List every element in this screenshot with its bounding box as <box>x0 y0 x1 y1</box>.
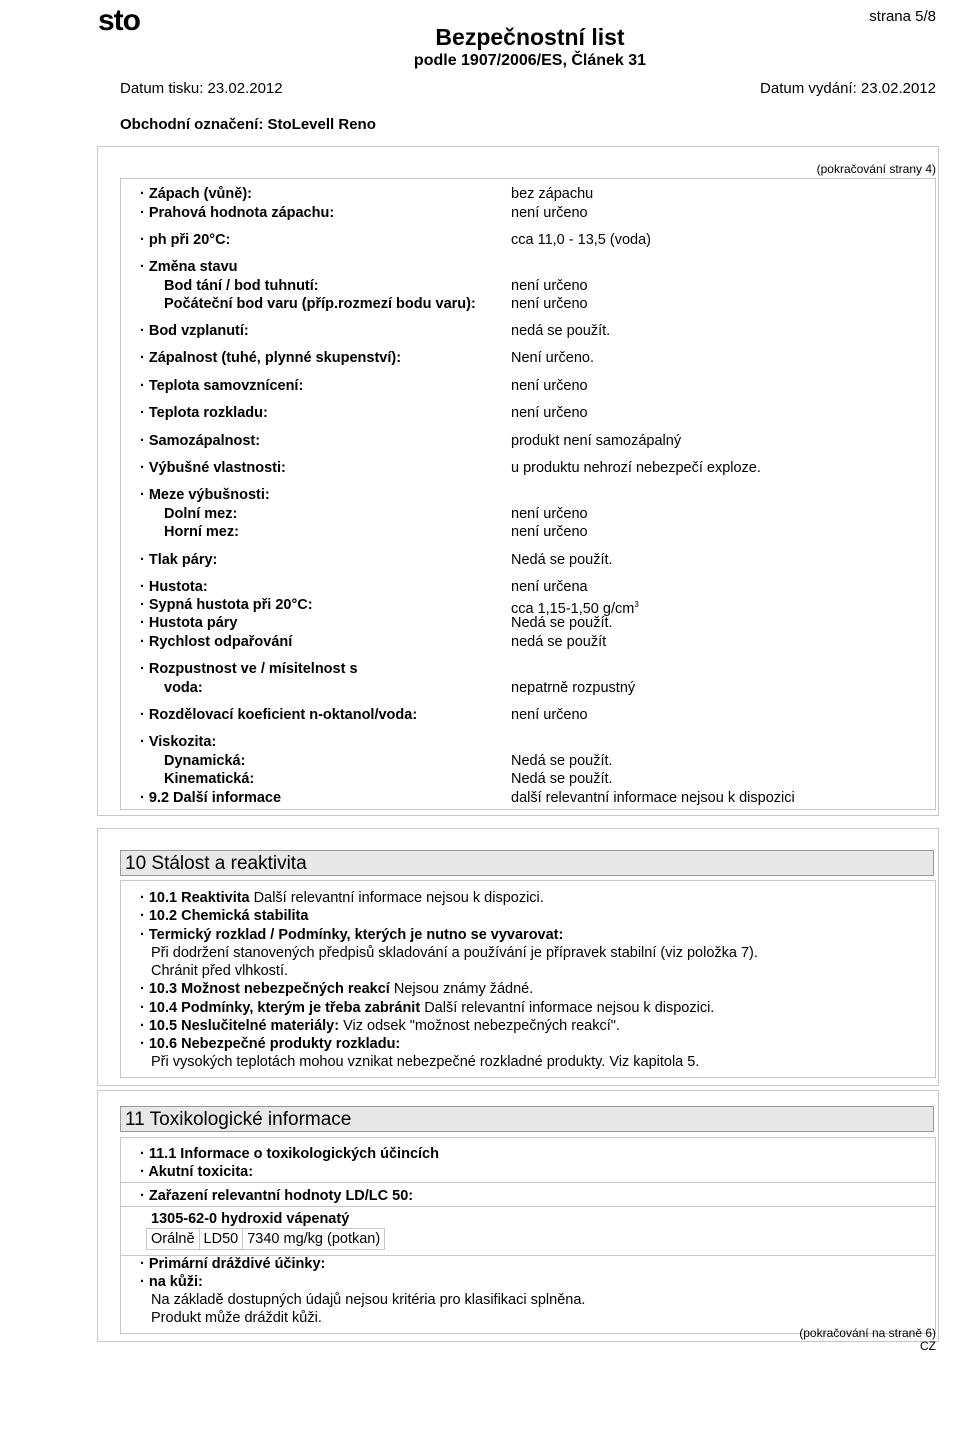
reactivity-line <box>140 889 544 907</box>
decomposition-label: · Teplota rozkladu: <box>140 405 268 421</box>
flash-point-label: · Bod vzplanutí: <box>140 323 249 339</box>
explosive-label: · Výbušné vlastnosti: <box>140 460 286 476</box>
kinematic-value: Nedá se použít. <box>511 771 613 787</box>
other-info-label: · 9.2 Další informace <box>140 790 282 806</box>
viscosity-label: · Viskozita: <box>140 734 217 750</box>
section-11-heading: 11 Toxikologické informace <box>120 1106 934 1132</box>
water-value: nepatrně rozpustný <box>511 680 636 696</box>
skin-text-1: Na základě dostupných údajů nejsou kritéria pro klasifikaci splněna. <box>151 1292 586 1308</box>
acute-toxicity-label: · Akutní toxicita: <box>140 1164 254 1180</box>
solubility-label: · Rozpustnost ve / mísitelnost s <box>140 661 358 677</box>
hazardous-reactions-text: Nejsou známy žádné. <box>389 981 534 997</box>
lower-limit-value: není určeno <box>511 506 588 522</box>
document-title: Bezpečnostní list <box>435 24 625 50</box>
issue-date: Datum vydání: 23.02.2012 <box>760 80 936 97</box>
continuation-note-top: (pokračování strany 4) <box>816 162 936 176</box>
evaporation-label: · Rychlost odpařování <box>140 634 293 650</box>
bulk-density-unit-sup: 3 <box>634 600 639 609</box>
dynamic-label: Dynamická: <box>164 753 246 769</box>
melting-point-label: Bod tání / bod tuhnutí: <box>164 278 319 294</box>
tox-table <box>146 1228 385 1250</box>
state-change-label: · Změna stavu <box>140 259 238 275</box>
upper-limit-label: Horní mez: <box>164 524 239 540</box>
tox-route: Orálně <box>147 1229 200 1249</box>
vapor-pressure-value: Nedá se použít. <box>511 552 613 568</box>
density-label: · Hustota: <box>140 579 208 595</box>
incompatible-line <box>140 1017 620 1035</box>
section-10-heading: 10 Stálost a reaktivita <box>120 850 934 876</box>
reactivity-label: · 10.1 Reaktivita <box>140 890 250 906</box>
odor-threshold-value: není určeno <box>511 205 588 221</box>
conditions-avoid-line <box>140 999 714 1017</box>
tox-value: 7340 mg/kg (potkan) <box>247 1231 381 1247</box>
lower-limit-label: Dolní mez: <box>164 506 238 522</box>
moisture-text: Chránit před vlhkostí. <box>151 963 289 979</box>
odor-threshold-label: · Prahová hodnota zápachu: <box>140 205 335 221</box>
bulk-density-text: cca 1,15-1,50 g/cm <box>511 600 635 617</box>
self-ignition-value: produkt není samozápalný <box>511 433 682 449</box>
ph-label: · ph při 20°C: <box>140 232 231 248</box>
page-number: strana 5/8 <box>869 8 936 25</box>
stability-label: · 10.2 Chemická stabilita <box>140 908 309 924</box>
explosive-value: u produktu nehrozí nebezpečí exploze. <box>511 460 761 476</box>
odor-value: bez zápachu <box>511 186 594 202</box>
continuation-note-bottom: (pokračování na straně 6) <box>799 1326 936 1340</box>
flammability-label: · Zápalnost (tuhé, plynné skupenství): <box>140 350 402 366</box>
reactivity-text: Další relevantní informace nejsou k dispozici. <box>249 890 544 906</box>
vapor-density-label: · Hustota páry <box>140 615 238 631</box>
odor-label: · Zápach (vůně): <box>140 186 252 202</box>
density-value: není určena <box>511 579 588 595</box>
thermal-decomp-label: · Termický rozklad / Podmínky, kterých je nutno se vyvarovat: <box>140 927 564 943</box>
partition-value: není určeno <box>511 707 588 723</box>
evaporation-value: nedá se použít <box>511 634 607 650</box>
document-subtitle: podle 1907/2006/ES, Článek 31 <box>413 52 647 69</box>
print-date: Datum tisku: 23.02.2012 <box>120 80 283 97</box>
incompatible-text: Viz odsek "možnost nebezpečných reakcí". <box>339 1018 620 1034</box>
decomposition-value: není určeno <box>511 405 588 421</box>
kinematic-label: Kinematická: <box>164 771 255 787</box>
thermal-decomp-text: Při dodržení stanovených předpisů skladování a používání je přípravek stabilní (viz položka 7). <box>151 945 758 961</box>
substance-name: 1305-62-0 hydroxid vápenatý <box>151 1211 350 1227</box>
irritant-label: · Primární dráždivé účinky: <box>140 1256 326 1272</box>
other-info-value: další relevantní informace nejsou k dispozici <box>511 790 795 806</box>
explosion-limits-label: · Meze výbušnosti: <box>140 487 270 503</box>
partition-label: · Rozdělovací koeficient n-oktanol/voda: <box>140 707 418 723</box>
decomp-products-text: Při vysokých teplotách mohou vznikat nebezpečné rozkladné produkty. Viz kapitola 5. <box>151 1054 700 1070</box>
self-ignition-label: · Samozápalnost: <box>140 433 261 449</box>
language-code: CZ <box>920 1339 936 1353</box>
bulk-density-label: · Sypná hustota při 20°C: <box>140 597 313 613</box>
conditions-avoid-label: · 10.4 Podmínky, kterým je třeba zabránit <box>140 1000 421 1016</box>
tox-type: LD50 <box>200 1229 244 1249</box>
decomp-products-label: · 10.6 Nebezpečné produkty rozkladu: <box>140 1036 401 1052</box>
trade-name: Obchodní označení: StoLevell Reno <box>120 116 376 133</box>
flash-point-value: nedá se použít. <box>511 323 611 339</box>
boiling-point-label: Počáteční bod varu (příp.rozmezí bodu varu): <box>164 296 476 312</box>
skin-label: · na kůži: <box>140 1274 203 1290</box>
ld-lc-label: · Zařazení relevantní hodnoty LD/LC 50: <box>140 1188 414 1204</box>
tox-effects-label: · 11.1 Informace o toxikologických účincích <box>140 1146 439 1162</box>
hazardous-reactions-label: · 10.3 Možnost nebezpečných reakcí <box>140 981 390 997</box>
incompatible-label: · 10.5 Neslučitelné materiály: <box>140 1018 340 1034</box>
vapor-density-value: Nedá se použít. <box>511 615 613 631</box>
dynamic-value: Nedá se použít. <box>511 753 613 769</box>
upper-limit-value: není určeno <box>511 524 588 540</box>
sto-logo: sto <box>98 4 140 37</box>
flammability-value: Není určeno. <box>511 350 595 366</box>
water-label: voda: <box>164 680 203 696</box>
hazardous-reactions-line <box>140 980 533 998</box>
vapor-pressure-label: · Tlak páry: <box>140 552 218 568</box>
boiling-point-value: není určeno <box>511 296 588 312</box>
conditions-avoid-text: Další relevantní informace nejsou k dispozici. <box>420 1000 715 1016</box>
skin-text-2: Produkt může dráždit kůži. <box>151 1310 322 1326</box>
autoignition-value: není určeno <box>511 378 588 394</box>
melting-point-value: není určeno <box>511 278 588 294</box>
ph-value: cca 11,0 - 13,5 (voda) <box>511 232 651 248</box>
autoignition-label: · Teplota samovznícení: <box>140 378 304 394</box>
